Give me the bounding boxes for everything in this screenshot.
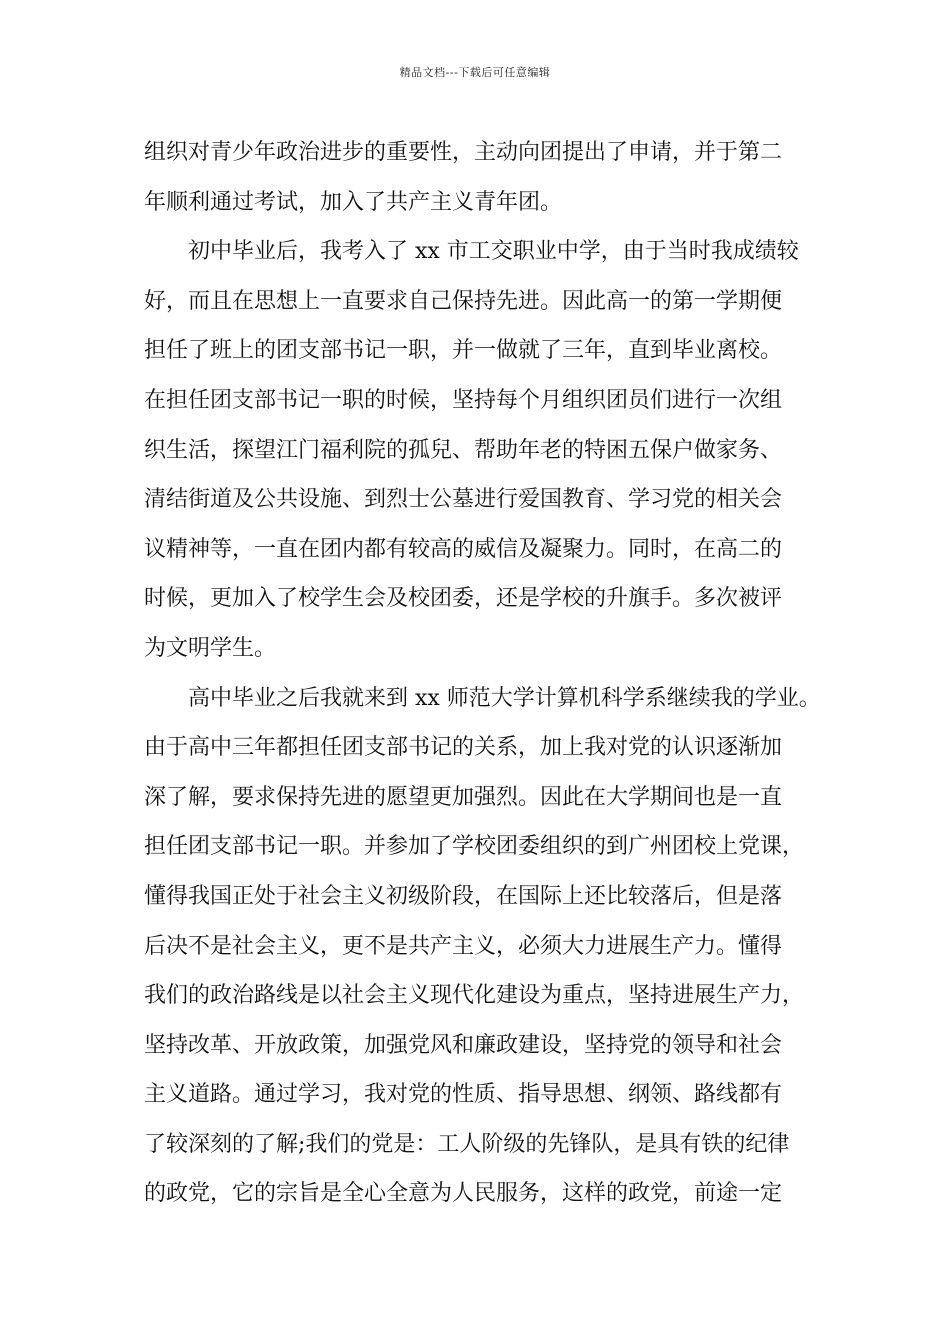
text-line: 高中毕业之后我就来到 xx 师范大学计算机科学系继续我的学业。 bbox=[188, 685, 821, 711]
text-line: 主义道路。通过学习，我对党的性质、指导思想、纲领、路线都有 bbox=[144, 1082, 783, 1108]
text-line: 年顺利通过考试，加入了共产主义青年团。 bbox=[144, 189, 563, 215]
text-line: 在担任团支部书记一职的时候，坚持每个月组织团员们进行一次组 bbox=[144, 387, 783, 413]
text-line: 好，而且在思想上一直要求自己保持先进。因此高一的第一学期便 bbox=[144, 288, 783, 314]
text-line: 的政党，它的宗旨是全心全意为人民服务，这样的政党，前途一定 bbox=[144, 1181, 783, 1207]
text-line: 议精神等，一直在团内都有较高的威信及凝聚力。同时，在高二的 bbox=[144, 536, 783, 562]
text-line: 为文明学生。 bbox=[144, 635, 277, 661]
text-line: 后决不是社会主义，更不是共产主义，必须大力进展生产力。懂得 bbox=[144, 933, 783, 959]
text-line: 懂得我国正处于社会主义初级阶段，在国际上还比较落后，但是落 bbox=[144, 883, 783, 909]
text-line: 时候，更加入了校学生会及校团委，还是学校的升旗手。多次被评 bbox=[144, 586, 783, 612]
text-line: 由于高中三年都担任团支部书记的关系，加上我对党的认识逐渐加 bbox=[144, 735, 783, 761]
page-header: 精品文档---下载后可任意编辑 bbox=[399, 66, 551, 79]
document-body bbox=[144, 128, 824, 1219]
text-line: 坚持改革、开放政策，加强党风和廉政建设，坚持党的领导和社会 bbox=[144, 1032, 783, 1058]
text-line: 了较深刻的了解;我们的党是：工人阶级的先锋队，是具有铁的纪律 bbox=[144, 1131, 790, 1157]
text-line: 组织对青少年政治进步的重要性，主动向团提出了申请，并于第二 bbox=[144, 140, 783, 165]
text-line: 初中毕业后，我考入了 xx 市工交职业中学，由于当时我成绩较 bbox=[188, 239, 799, 265]
text-line: 深了解，要求保持先进的愿望更加强烈。因此在大学期间也是一直 bbox=[144, 784, 783, 810]
text-line: 清结街道及公共设施、到烈士公墓进行爱国教育、学习党的相关会 bbox=[144, 487, 783, 513]
text-line: 担任了班上的团支部书记一职，并一做就了三年，直到毕业离校。 bbox=[144, 338, 783, 364]
text-line: 织生活，探望江门福利院的孤兒、帮助年老的特困五保户做家务、 bbox=[144, 437, 783, 463]
text-line: 我们的政治路线是以社会主义现代化建设为重点，坚持进展生产力， bbox=[144, 983, 805, 1009]
text-line: 担任团支部书记一职。并参加了学校团委组织的到广州团校上党课， bbox=[144, 834, 805, 860]
